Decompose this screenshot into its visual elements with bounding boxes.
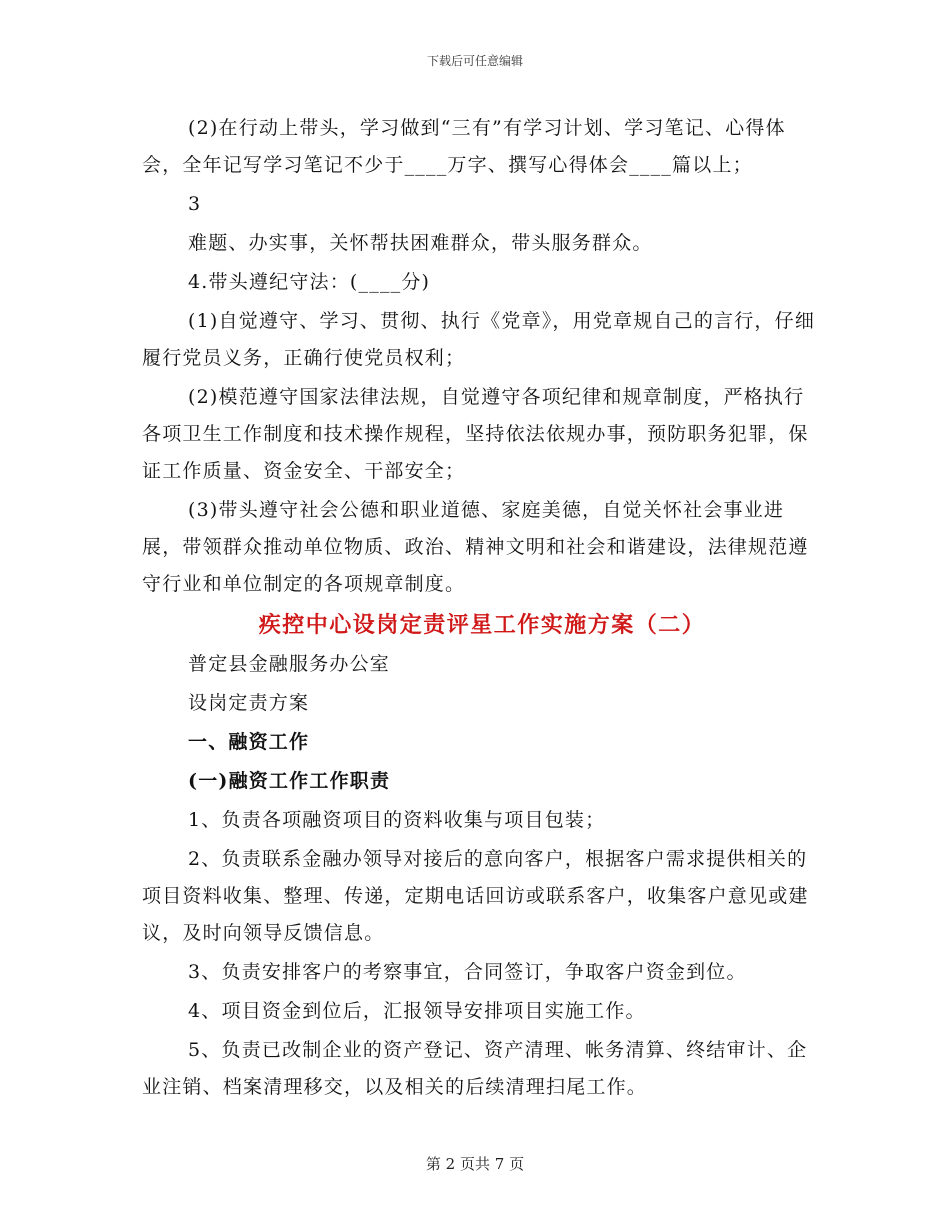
- paragraph-plan-name: 设岗定责方案: [188, 692, 310, 714]
- page-footer: 第 2 页共 7 页: [425, 1155, 525, 1173]
- paragraph-study-lead: (2)在行动上带头，学习做到“三有”有学习计划、学习笔记、心得体会，全年记写学习笔记不少于____万字、撰写心得体会____篇以上；: [142, 117, 786, 176]
- paragraph-number-three: 3: [188, 193, 202, 215]
- paragraph-obey-laws: (2)模范遵守国家法律法规，自觉遵守各项纪律和规章制度，严格执行各项卫生工作制度和技术操作规程，坚持依法依规办事，预防职务犯罪，保证工作质量、资金安全、干部安全；: [142, 386, 809, 482]
- heading-financing-duties: (一)融资工作工作职责: [188, 770, 391, 792]
- document-body: [142, 110, 822, 1106]
- duty-item-4: 4、项目资金到位后，汇报领导安排项目实施工作。: [188, 1000, 646, 1022]
- page-header: 下载后可任意编辑: [426, 54, 523, 68]
- heading-financing-work: 一、融资工作: [188, 731, 310, 753]
- duty-item-1: 1、负责各项融资项目的资料收集与项目包装；: [188, 809, 606, 831]
- paragraph-social-ethics: (3)带头遵守社会公德和职业道德、家庭美德，自觉关怀社会事业进展，带领群众推动单位物质、政治、精神文明和社会和谐建设，法律规范遵守行业和单位制定的各项规章制度。: [142, 499, 809, 595]
- section-title: 疾控中心设岗定责评星工作实施方案（二）: [258, 613, 706, 638]
- duty-item-5: 5、负责已改制企业的资产登记、资产清理、帐务清算、终结审计、企业注销、档案清理移交，以及相关的后续清理扫尾工作。: [142, 1039, 808, 1098]
- duty-item-3: 3、负责安排客户的考察事宜，合同签订，争取客户资金到位。: [188, 961, 747, 983]
- paragraph-discipline-heading: 4.带头遵纪守法：(____分): [188, 271, 431, 293]
- paragraph-serve-masses: 难题、办实事，关怀帮扶困难群众，带头服务群众。: [188, 232, 653, 254]
- duty-item-2: 2、负责联系金融办领导对接后的意向客户，根据客户需求提供相关的项目资料收集、整理、传递，定期电话回访或联系客户，收集客户意见或建议，及时向领导反馈信息。: [142, 848, 809, 944]
- paragraph-party-charter: (1)自觉遵守、学习、贯彻、执行《党章》，用党章规自己的言行，仔细履行党员义务，正确行使党员权利；: [142, 310, 816, 369]
- paragraph-office-name: 普定县金融服务办公室: [188, 653, 391, 675]
